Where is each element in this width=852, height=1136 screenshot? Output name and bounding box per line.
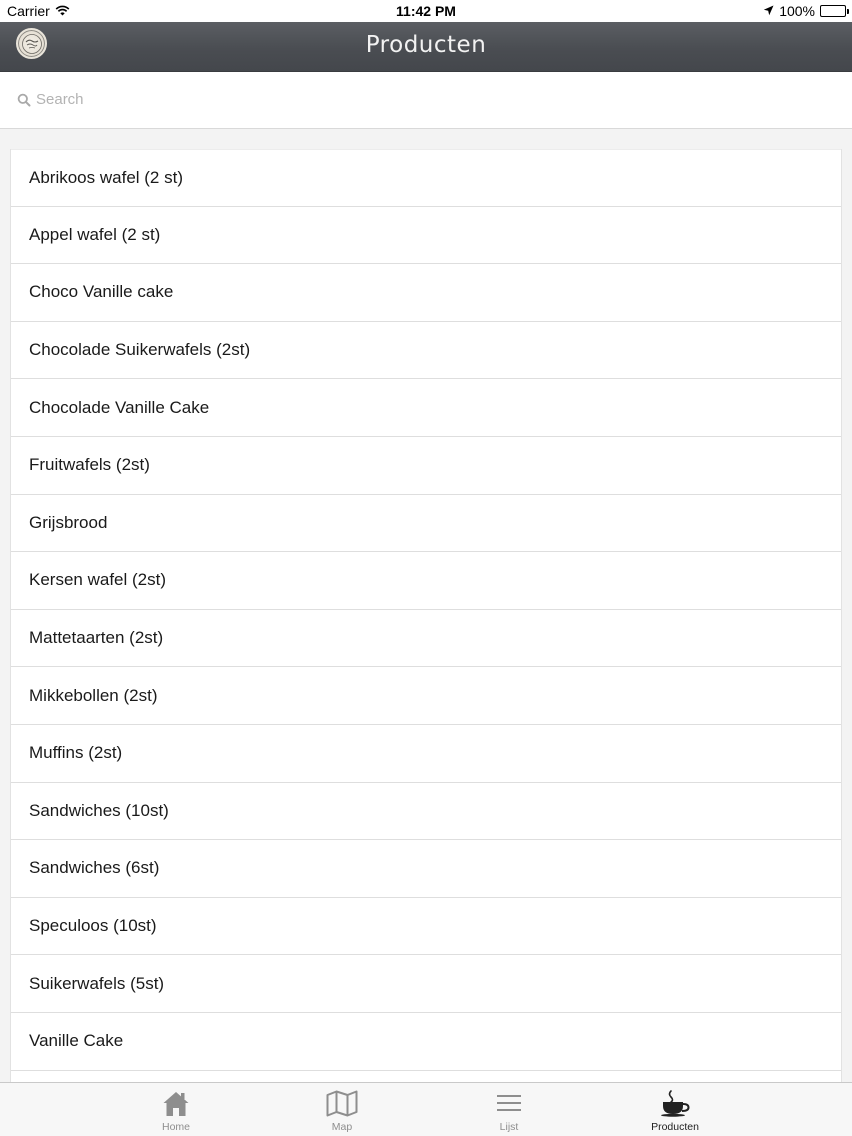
list-item[interactable] bbox=[11, 437, 841, 495]
product-list bbox=[10, 149, 842, 1082]
page-title: Producten bbox=[365, 32, 487, 58]
tab-producten[interactable] bbox=[620, 1083, 730, 1136]
map-icon bbox=[326, 1088, 358, 1118]
tab-lijst-label: Lijst bbox=[499, 1121, 519, 1133]
search-bar bbox=[0, 72, 852, 129]
list-item[interactable] bbox=[11, 725, 841, 783]
list-item-label: Vanille Cake bbox=[29, 1031, 124, 1051]
list-item-label: Chocolade Suikerwafels (2st) bbox=[29, 340, 251, 360]
list-item[interactable] bbox=[11, 207, 841, 265]
list-item-label: Sandwiches (10st) bbox=[29, 800, 169, 820]
list-item-label: Speculoos (10st) bbox=[29, 916, 157, 936]
coffee-cup-icon bbox=[660, 1088, 690, 1118]
tab-lijst[interactable] bbox=[454, 1083, 564, 1136]
tab-map-label: Map bbox=[331, 1121, 353, 1133]
list-item[interactable] bbox=[11, 898, 841, 956]
list-item-label: Muffins (2st) bbox=[29, 743, 123, 763]
list-item[interactable] bbox=[11, 552, 841, 610]
list-item[interactable] bbox=[11, 1013, 841, 1071]
tab-map[interactable] bbox=[287, 1083, 397, 1136]
status-right bbox=[763, 3, 846, 19]
list-item-label: Sandwiches (6st) bbox=[29, 858, 160, 878]
home-icon bbox=[162, 1088, 190, 1118]
list-item-label: Chocolade Vanille Cake bbox=[29, 397, 210, 417]
search-icon bbox=[17, 93, 31, 112]
search-input[interactable] bbox=[36, 87, 816, 111]
list-item[interactable] bbox=[11, 667, 841, 725]
battery-icon bbox=[820, 5, 846, 17]
list-item[interactable] bbox=[11, 955, 841, 1013]
list-item-label: Mattetaarten (2st) bbox=[29, 628, 164, 648]
list-item-label: Choco Vanille cake bbox=[29, 282, 174, 302]
battery-percent: 100% bbox=[779, 3, 815, 19]
list-item[interactable] bbox=[11, 322, 841, 380]
list-item[interactable] bbox=[11, 1071, 841, 1083]
tab-home-label: Home bbox=[161, 1121, 190, 1133]
list-item-label: Fruitwafels (2st) bbox=[29, 455, 150, 475]
list-item-label: Suikerwafels (5st) bbox=[29, 973, 165, 993]
list-item-label: Appel wafel (2 st) bbox=[29, 224, 161, 244]
carrier-label: Carrier bbox=[7, 3, 50, 19]
tab-home[interactable] bbox=[121, 1083, 231, 1136]
list-item-label: Grijsbrood bbox=[29, 512, 108, 532]
status-bar bbox=[0, 0, 852, 22]
list-item[interactable] bbox=[11, 379, 841, 437]
list-item[interactable] bbox=[11, 264, 841, 322]
list-item[interactable] bbox=[11, 149, 841, 207]
navigation-bar bbox=[0, 22, 852, 72]
list-item-label: Kersen wafel (2st) bbox=[29, 570, 166, 590]
list-item-label: Mikkebollen (2st) bbox=[29, 685, 158, 705]
list-item[interactable] bbox=[11, 840, 841, 898]
list-item-label: Abrikoos wafel (2 st) bbox=[29, 167, 183, 187]
location-arrow-icon bbox=[763, 3, 774, 19]
tab-bar bbox=[0, 1082, 852, 1136]
list-icon bbox=[496, 1088, 522, 1118]
list-item[interactable] bbox=[11, 495, 841, 553]
list-item[interactable] bbox=[11, 783, 841, 841]
status-time: 11:42 PM bbox=[396, 3, 456, 19]
list-item[interactable] bbox=[11, 610, 841, 668]
tab-producten-label: Producten bbox=[651, 1121, 699, 1133]
